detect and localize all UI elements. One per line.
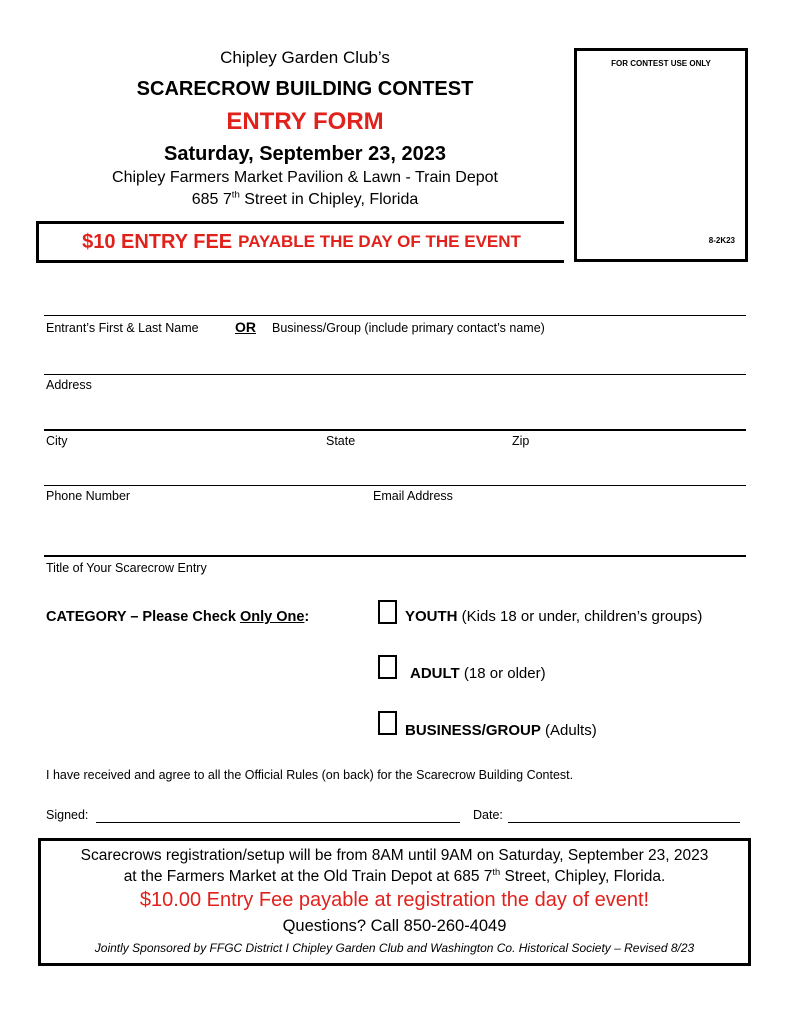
business-group-checkbox[interactable] (378, 711, 397, 735)
registration-location-sup: th (492, 866, 501, 877)
business-label: Business/Group (include primary contact’s name) (272, 321, 545, 335)
address-number: 685 7 (191, 191, 232, 208)
entry-fee-banner (36, 221, 564, 263)
phone-label: Phone Number (46, 489, 131, 503)
contest-title: SCARECROW BUILDING CONTEST (136, 78, 474, 100)
business-group-option-name: BUSINESS/GROUP (405, 722, 541, 739)
date-label: Date: (473, 808, 503, 822)
event-venue: Chipley Farmers Market Pavilion & Lawn - Train Depot (112, 169, 498, 186)
youth-option-detail: (Kids 18 or under, children’s groups) (457, 608, 703, 625)
adult-checkbox[interactable] (378, 655, 397, 679)
rules-agreement: I have received and agree to all the Official Rules (on back) for the Scarecrow Building Contest. (46, 768, 574, 782)
date-line[interactable] (508, 822, 740, 823)
signature-line[interactable] (96, 822, 460, 823)
address-street: Street in Chipley, Florida (239, 191, 419, 208)
address-suffix: th (231, 189, 240, 201)
sponsors-note: Jointly Sponsored by FFGC District I Chipley Garden Club and Washington Co. Historical Society – Revised 8/23 (94, 941, 695, 955)
adult-option-detail: (18 or older) (459, 665, 546, 682)
entry-fee-terms: PAYABLE THE DAY OF THE EVENT (238, 232, 521, 251)
registration-location-post: Street, Chipley, Florida. (500, 868, 666, 885)
registration-time: Scarecrows registration/setup will be from 8AM until 9AM on Saturday, September 23, 2023 (80, 847, 709, 864)
registration-location-pre: at the Farmers Market at the Old Train Depot at 685 7 (123, 868, 493, 885)
title-field-line[interactable] (44, 555, 746, 557)
name-label: Entrant’s First & Last Name (46, 321, 199, 335)
title-label: Title of Your Scarecrow Entry (46, 561, 207, 575)
category-label (46, 609, 309, 625)
form-code: 8-2K23 (708, 236, 735, 245)
name-field-line[interactable] (44, 315, 746, 316)
business-group-option-label (405, 722, 597, 739)
email-label: Email Address (373, 489, 453, 503)
club-name: Chipley Garden Club’s (220, 48, 390, 67)
event-date: Saturday, September 23, 2023 (164, 143, 446, 165)
category-label-text: CATEGORY – Please Check (46, 609, 240, 625)
event-address (40, 191, 570, 209)
address-label: Address (46, 378, 92, 392)
registration-info-box (38, 838, 751, 966)
address-field-line[interactable] (44, 374, 746, 375)
city-field-line[interactable] (44, 429, 746, 431)
adult-option-name: ADULT (410, 665, 460, 682)
signed-label: Signed: (46, 808, 89, 822)
questions-phone: Questions? Call 850-260-4049 (282, 917, 507, 935)
youth-checkbox[interactable] (378, 600, 397, 624)
entry-fee-notice: $10.00 Entry Fee payable at registration the day of event! (139, 889, 650, 911)
category-only-one: Only One (239, 609, 305, 625)
youth-option-name: YOUTH (405, 608, 458, 625)
entry-form-title: ENTRY FORM (226, 108, 384, 135)
zip-label: Zip (512, 434, 530, 448)
business-group-option-detail: (Adults) (540, 722, 597, 739)
adult-option-label (410, 665, 546, 682)
or-label: OR (235, 319, 256, 335)
registration-location (41, 868, 748, 886)
phone-field-line[interactable] (44, 485, 746, 486)
city-label: City (46, 434, 68, 448)
contest-use-box (574, 48, 748, 262)
state-label: State (326, 434, 356, 448)
entry-fee-amount: $10 ENTRY FEE (82, 230, 233, 253)
youth-option-label (405, 608, 702, 625)
contest-use-title: FOR CONTEST USE ONLY (611, 59, 711, 68)
category-colon: : (304, 609, 310, 625)
